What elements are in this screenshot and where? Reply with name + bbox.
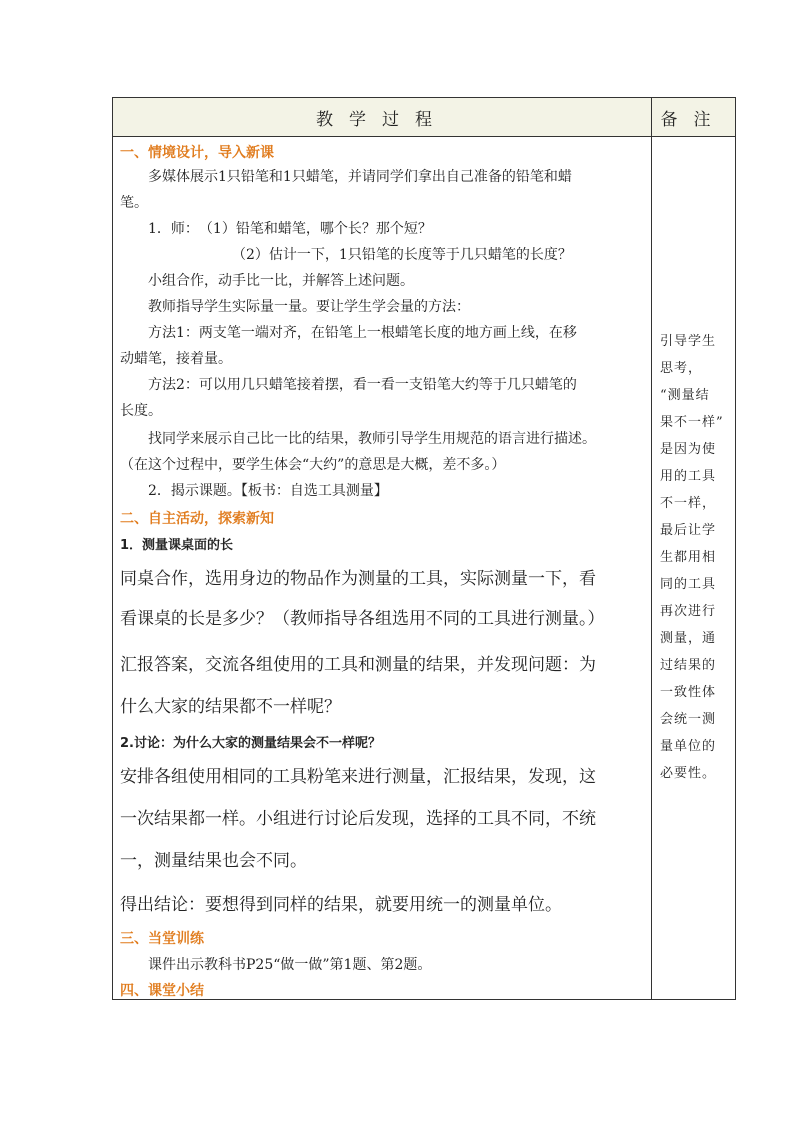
text-line: 长度。 xyxy=(120,403,162,419)
section-heading-2: 二、自主活动，探索新知 xyxy=(120,511,274,527)
note-line: 会统一测 xyxy=(660,712,717,727)
note-line: 不一样， xyxy=(660,496,717,511)
note-line: “测量结 xyxy=(660,388,710,403)
note-line: 引导学生 xyxy=(660,334,717,349)
section-heading-1: 一、情境设计，导入新课 xyxy=(120,145,274,161)
text-line: 课件出示教科书P25“做一做”第1题、第2题。 xyxy=(148,957,432,973)
note-line: 果不一样” xyxy=(660,415,724,430)
text-line: 什么大家的结果都不一样呢？ xyxy=(120,697,341,717)
text-line: 汇报答案，交流各组使用的工具和测量的结果，并发现问题：为 xyxy=(120,655,596,675)
column-divider xyxy=(651,98,652,999)
text-line: 多媒体展示1只铅笔和1只蜡笔，并请同学们拿出自己准备的铅笔和蜡 xyxy=(148,169,572,185)
text-line: 教师指导学生实际量一量。要让学生学会量的方法： xyxy=(148,299,470,315)
section-heading-3: 三、当堂训练 xyxy=(120,931,204,947)
text-line: 方法1：两支笔一端对齐，在铅笔上一根蜡笔长度的地方画上线，在移 xyxy=(148,325,577,341)
note-line: 一致性体 xyxy=(660,685,717,700)
notes-content xyxy=(660,328,730,787)
text-line: 1．师： （1）铅笔和蜡笔，哪个长？那个短？ xyxy=(148,221,432,237)
text-line: 看课桌的长是多少？（教师指导各组选用不同的工具进行测量。） xyxy=(120,609,605,629)
text-line: 一，测量结果也会不同。 xyxy=(120,851,307,871)
note-line: 最后让学 xyxy=(660,523,717,538)
note-line: 再次进行 xyxy=(660,604,717,619)
section-heading-4: 四、课堂小结 xyxy=(120,983,204,999)
header-teaching-process: 教学过程 xyxy=(113,98,651,136)
note-line: 生都用相 xyxy=(660,550,717,565)
text-line: 小组合作，动手比一比，并解答上述问题。 xyxy=(148,273,414,289)
subheading: 2.讨论：为什么大家的测量结果会不一样呢？ xyxy=(120,736,381,751)
subheading: 1．测量课桌面的长 xyxy=(120,538,234,553)
header-notes: 备注 xyxy=(652,98,735,136)
note-line: 思考， xyxy=(660,361,703,376)
note-line: 是因为使 xyxy=(660,442,717,457)
text-line: （2）估计一下，1只铅笔的长度等于几只蜡笔的长度？ xyxy=(232,247,572,263)
note-line: 同的工具 xyxy=(660,577,717,592)
note-line: 用的工具 xyxy=(660,469,717,484)
note-line: 必要性。 xyxy=(660,766,717,781)
text-line: 得出结论：要想得到同样的结果，就要用统一的测量单位。 xyxy=(120,895,562,915)
text-line: 笔。 xyxy=(120,195,148,211)
note-line: 过结果的 xyxy=(660,658,717,673)
text-line: （在这个过程中，要学生体会“大约”的意思是大概，差不多。） xyxy=(120,457,506,473)
text-line: 2．揭示课题。【板书：自选工具测量】 xyxy=(148,483,388,499)
text-line: 找同学来展示自己比一比的结果，教师引导学生用规范的语言进行描述。 xyxy=(148,431,596,447)
text-line: 动蜡笔，接着量。 xyxy=(120,351,232,367)
note-line: 测量，通 xyxy=(660,631,717,646)
text-line: 同桌合作，选用身边的物品作为测量的工具，实际测量一下，看 xyxy=(120,569,596,589)
text-line: 方法2：可以用几只蜡笔接着摆，看一看一支铅笔大约等于几只蜡笔的 xyxy=(148,377,577,393)
text-line: 一次结果都一样。小组进行讨论后发现，选择的工具不同，不统 xyxy=(120,809,596,829)
note-line: 量单位的 xyxy=(660,739,717,754)
header-divider xyxy=(113,136,735,137)
text-line: 安排各组使用相同的工具粉笔来进行测量，汇报结果，发现，这 xyxy=(120,767,596,787)
lesson-table xyxy=(112,97,736,1000)
